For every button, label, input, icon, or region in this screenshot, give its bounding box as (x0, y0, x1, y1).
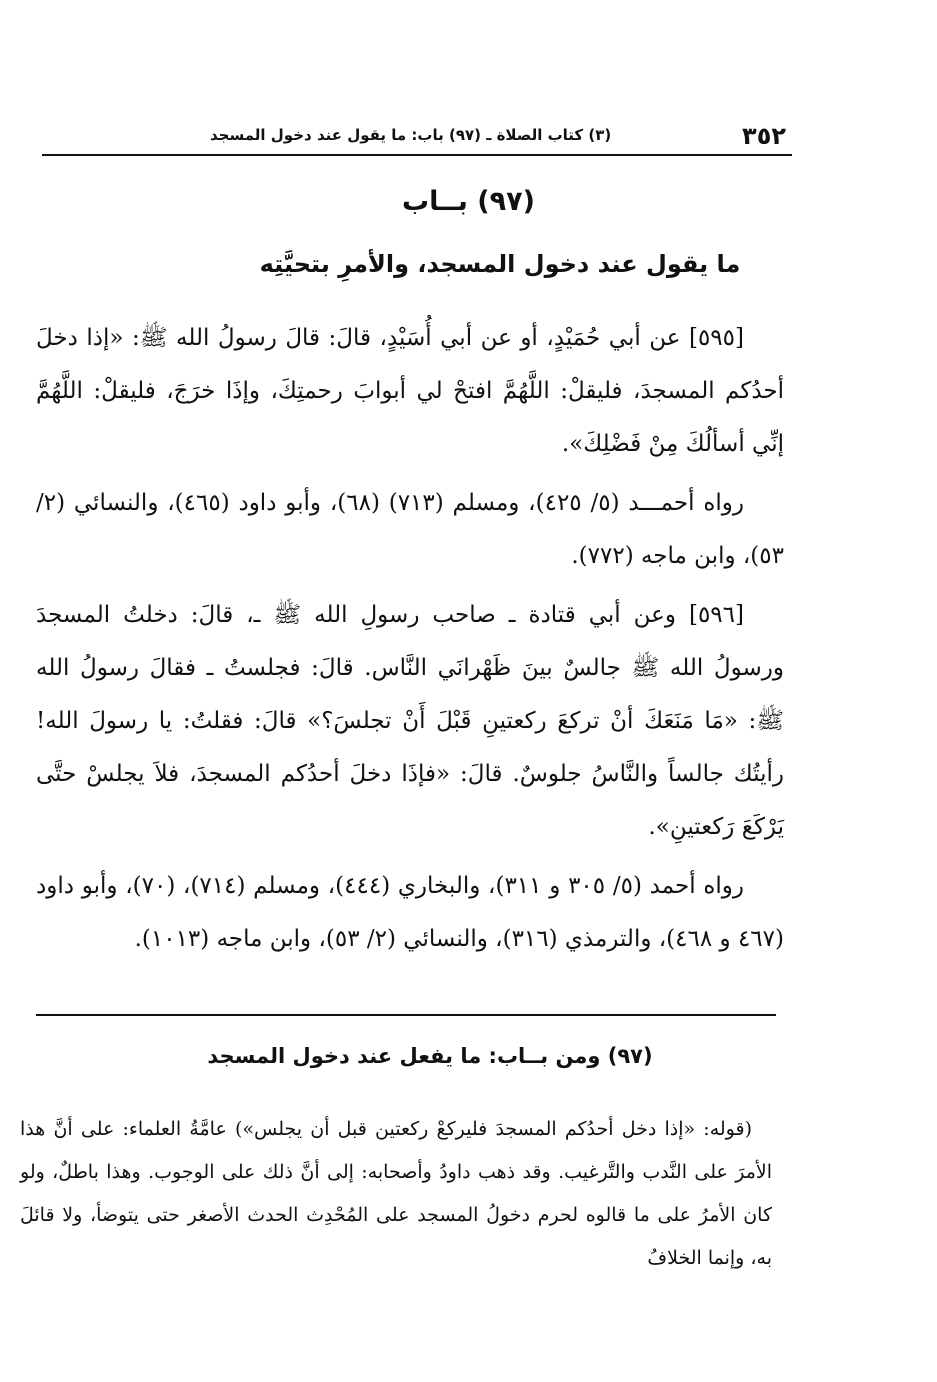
chapter-heading: (٩٧) بــاب (402, 186, 535, 217)
commentary-section (20, 1108, 772, 1280)
hadith-section (36, 312, 784, 972)
commentary-text: (قوله: «إذا دخل أحدُكم المسجدَ فليركعْ ركعتين قبل أن يجلس») عامَّةُ العلماء: على أنَّ هذا الأمرَ على النَّدب والتَّرغيب. وقد ذهب داودُ وأصحابه: إلى أنَّ ذلك على الوجوب. وهذا باطلٌ، ولو كان الأمرُ على ما قالوه لحرم دخولُ المسجد على المُحْدِث الحدث الأصغر حتى يتوضأ، ولا قائلَ به، وإنما الخلافُ (20, 1118, 772, 1269)
hadith-595-text: [٥٩٥] عن أبي حُمَيْدٍ، أو عن أبي أُسَيْدٍ، قالَ: قالَ رسولُ الله ﷺ: «إذا دخلَ أحدُكم المسجدَ، فليقلْ: اللَّهُمَّ افتحْ لي أبوابَ رحمتِكَ، وإذَا خرَجَ، فليقلْ: اللَّهُمَّ إنِّي أسألُكَ مِنْ فَضْلِكَ». (36, 325, 784, 457)
footnote-divider (36, 1014, 776, 1016)
hadith-595-takhrij: رواه أحمـــد (٥/ ٤٢٥)، ومسلم (٧١٣) (٦٨)، وأبو داود (٤٦٥)، والنسائي (٢/ ٥٣)، وابن ماجه (٧٧٢). (36, 490, 784, 569)
chapter-title: ما يقول عند دخول المسجد، والأمرِ بتحيَّتِه (259, 250, 741, 278)
hadith-596-takhrij: رواه أحمد (٥/ ٣٠٥ و ٣١١)، والبخاري (٤٤٤)، ومسلم (٧١٤)، (٧٠)، وأبو داود (٤٦٧ و ٤٦٨)، والترمذي (٣١٦)، والنسائي (٢/ ٥٣)، وابن ماجه (١٠١٣). (36, 873, 784, 952)
hadith-596-text: [٥٩٦] وعن أبي قتادة ـ صاحب رسولِ الله ﷺ ـ، قالَ: دخلتُ المسجدَ ورسولُ الله ﷺ جالسٌ بينَ ظَهْرانَي النَّاس. قالَ: فجلستُ ـ فقالَ رسولُ الله ﷺ: «مَا مَنَعَكَ أنْ تركعَ ركعتينِ قَبْلَ أَنْ تجلسَ؟» قالَ: فقلتُ: يا رسولَ الله! رأيتُك جالساً والنَّاسُ جلوسٌ. قالَ: «فإذَا دخلَ أحدُكم المسجدَ، فلاَ يجلسْ حتَّى يَرْكَعَ رَكعتينِ». (36, 602, 784, 840)
page-number: ٣٥٢ (742, 122, 786, 150)
running-header-title: (٣) كتاب الصلاة ـ (٩٧) باب: ما يقول عند دخول المسجد (210, 126, 612, 144)
running-header (42, 118, 792, 156)
commentary-heading: (٩٧) ومن بــاب: ما يفعل عند دخول المسجد (207, 1044, 653, 1068)
